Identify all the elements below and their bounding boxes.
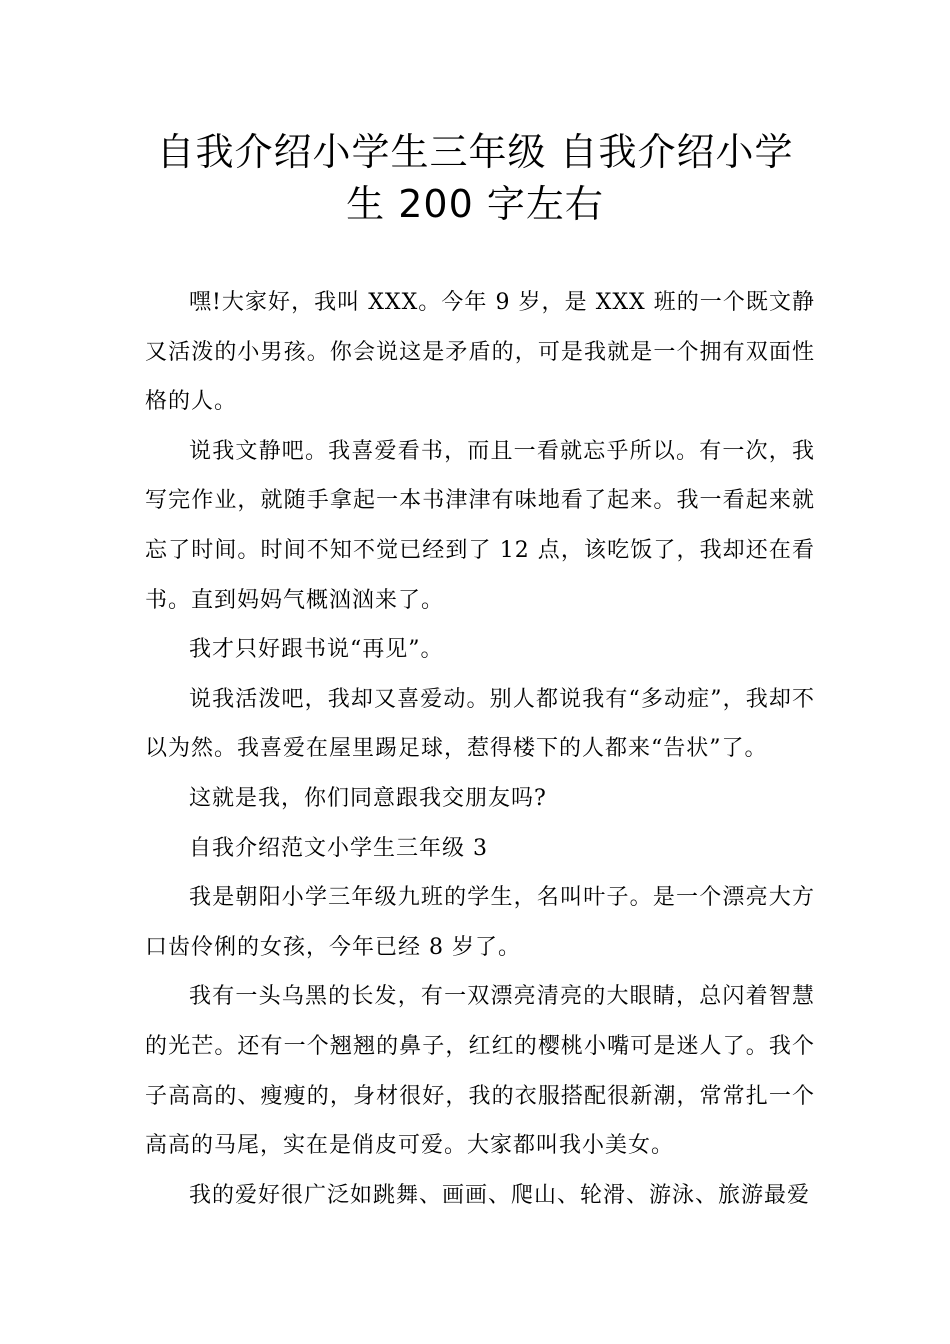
paragraph-4: 说我活泼吧，我却又喜爱动。别人都说我有“多动症”，我却不以为然。我喜爱在屋里踢足球，惹得楼下的人都来“告状”了。 (145, 686, 815, 762)
paragraph-6: 我是朝阳小学三年级九班的学生，名叫叶子。是一个漂亮大方口齿伶俐的女孩，今年已经 8 岁了。 (145, 885, 815, 960)
paragraph-1: 嘿!大家好，我叫 XXX。今年 9 岁，是 XXX 班的一个既文静又活泼的小男孩。你会说这是矛盾的，可是我就是一个拥有双面性格的人。 (145, 290, 815, 415)
title-line-1: 自我介绍小学生三年级 自我介绍小学 (156, 130, 794, 174)
paragraph-7: 我有一头乌黑的长发，有一双漂亮清亮的大眼睛，总闪着智慧的光芒。还有一个翘翘的鼻子，红红的樱桃小嘴可是迷人了。我个子高高的、瘦瘦的，身材很好，我的衣服搭配很新潮，常常扎一个高高的马尾，实在是俏皮可爱。大家都叫我小美女。 (145, 984, 815, 1159)
paragraph-8: 我的爱好很广泛如跳舞、画画、爬山、轮滑、游泳、旅游最爱 (189, 1182, 811, 1208)
document-title (120, 126, 830, 230)
paragraph-3: 我才只好跟书说“再见”。 (189, 637, 444, 663)
document-body (145, 278, 815, 1220)
paragraph-5: 这就是我，你们同意跟我交朋友吗? (189, 785, 547, 811)
section-heading: 自我介绍范文小学生三年级 3 (189, 835, 488, 861)
paragraph-2: 说我文静吧。我喜爱看书，而且一看就忘乎所以。有一次，我写完作业，就随手拿起一本书津津有味地看了起来。我一看起来就忘了时间。时间不知不觉已经到了 12 点，该吃饭了，我却还在看书。直到妈妈气概汹汹来了。 (145, 438, 815, 613)
title-line-2: 生 200 字左右 (346, 182, 604, 226)
